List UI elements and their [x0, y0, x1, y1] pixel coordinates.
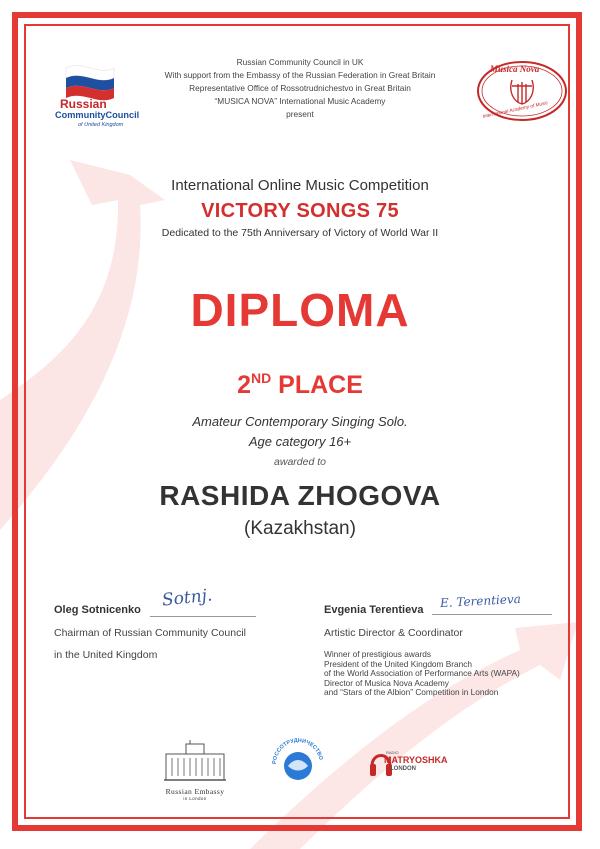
rcc-logo-line2: CommunityCouncil: [55, 110, 140, 120]
place-number: 2: [237, 371, 251, 399]
recipient-name: RASHIDA ZHOGOVA: [159, 480, 441, 511]
recipient-country: (Kazakhstan): [244, 518, 356, 539]
place-word: PLACE: [278, 371, 363, 399]
competition-title: International Online Music Competition: [171, 177, 429, 194]
place-suffix: ND: [250, 370, 272, 386]
signatory-name: Oleg Sotnicenko: [54, 604, 141, 616]
header-organizers: [130, 56, 470, 121]
musica-nova-subtitle: International Academy of Music: [482, 101, 549, 120]
role-line: in the United Kingdom: [54, 649, 158, 661]
header-line: With support from the Embassy of the Russian Federation in Great Britain: [164, 70, 436, 80]
category-line: Age category 16+: [248, 434, 352, 449]
matryoshka-name: MATRYOSHKA: [384, 755, 448, 765]
matryoshka-small: RADIO: [386, 750, 399, 755]
matryoshka-city: LONDON: [390, 766, 416, 772]
matryoshka-logo: [368, 744, 448, 784]
embassy-logo: [160, 740, 230, 801]
header-line: Representative Office of Rossotrudnichestvo in Great Britain: [189, 83, 411, 93]
signature-handwriting: Sotnj.: [161, 585, 214, 611]
embassy-label: Russian Embassy: [165, 787, 225, 796]
awarded-to: awarded to: [274, 456, 326, 468]
signature-handwriting: E. Terentieva: [439, 591, 522, 611]
place-award: [0, 370, 600, 400]
rcc-logo-line3: of United Kingdom: [78, 122, 124, 128]
signatory-role: [54, 622, 246, 666]
signatory-role: Artistic Director & Coordinator: [324, 627, 463, 639]
diploma-title: DIPLOMA: [190, 284, 410, 336]
signature-line: [432, 614, 552, 615]
lyre-icon: [511, 80, 534, 104]
header-line: present: [286, 109, 314, 119]
competition-name: VICTORY SONGS 75: [201, 200, 399, 222]
details-line: Winner of prestigious awards: [324, 649, 431, 659]
award-category: [0, 412, 600, 452]
signatory-name: Evgenia Terentieva: [324, 604, 424, 616]
category-line: Amateur Contemporary Singing Solo.: [192, 414, 408, 429]
competition-dedication: Dedicated to the 75th Anniversary of Victory of World War II: [161, 227, 439, 239]
signatory-details: [324, 650, 574, 698]
musica-nova-title: Musica Nova: [490, 64, 540, 74]
details-line: of the World Association of Performance Arts (WAPA): [324, 668, 520, 678]
embassy-sublabel: in London: [183, 796, 207, 801]
header-line: Russian Community Council in UK: [236, 57, 364, 67]
signature-line: [150, 616, 256, 617]
rcc-logo-line1: Russian: [60, 97, 107, 111]
role-line: Chairman of Russian Community Council: [54, 627, 246, 639]
rossotrudnichestvo-logo: [270, 736, 326, 792]
rossotrudnichestvo-text: РОССОТРУДНИЧЕСТВО: [271, 737, 324, 765]
embassy-building-icon: [160, 740, 230, 782]
details-line: President of the United Kingdom Branch: [324, 658, 473, 669]
details-line: Director of Musica Nova Academy: [324, 677, 449, 688]
details-line: and “Stars of the Albion” Competition in London: [324, 687, 499, 697]
header-line: “MUSICA NOVA” International Music Academy: [214, 96, 386, 106]
